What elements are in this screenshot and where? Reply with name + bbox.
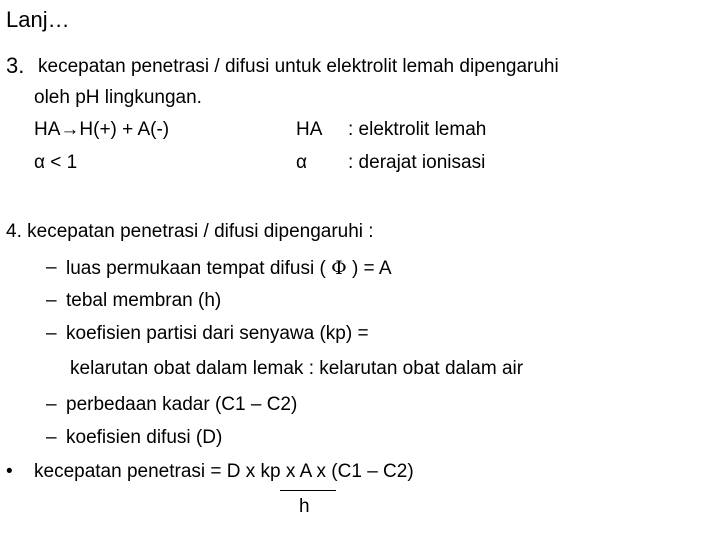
ha-symbol: HA [296,119,323,140]
alpha-description: : derajat ionisasi [348,152,486,173]
factor-bullet: – [46,323,57,344]
fraction-bar [280,490,336,491]
factor-surface-area-pre: luas permukaan tempat difusi ( [66,258,326,279]
formula-bullet: • [6,461,13,482]
factor-partition-coefficient: koefisien partisi dari senyawa (kp) = [66,323,369,344]
factor-surface-area-post: ) = A [351,258,392,279]
factor-membrane-thickness: tebal membran (h) [66,290,222,311]
factor-bullet: – [46,394,57,415]
factor-bullet: – [46,290,57,311]
ha-description: : elektrolit lemah [348,119,487,140]
dissociation-equation: HA→H(+) + A(-) [34,119,170,140]
item4-title: 4. kecepatan penetrasi / difusi dipengaruhi : [6,221,374,242]
partition-coefficient-definition: kelarutan obat dalam lemak : kelarutan obat dalam air [70,358,524,379]
factor-surface-area [66,256,392,281]
formula-denominator: h [299,496,310,517]
item3-continuation: oleh pH lingkungan. [34,87,202,108]
alpha-condition: α < 1 [34,152,78,173]
heading: Lanj… [6,7,70,32]
factor-bullet: – [46,427,57,448]
item3-text: kecepatan penetrasi / difusi untuk elektrolit lemah dipengaruhi [38,56,559,77]
alpha-symbol: α [296,152,307,173]
item3-number: 3. [6,53,25,78]
factor-concentration-difference: perbedaan kadar (C1 – C2) [66,394,298,415]
factor-diffusion-coefficient: koefisien difusi (D) [66,427,223,448]
formula-numerator: kecepatan penetrasi = D x kp x A x (C1 – C2) [34,461,414,482]
phi-symbol: Φ [331,257,347,279]
factor-bullet: – [46,257,57,278]
